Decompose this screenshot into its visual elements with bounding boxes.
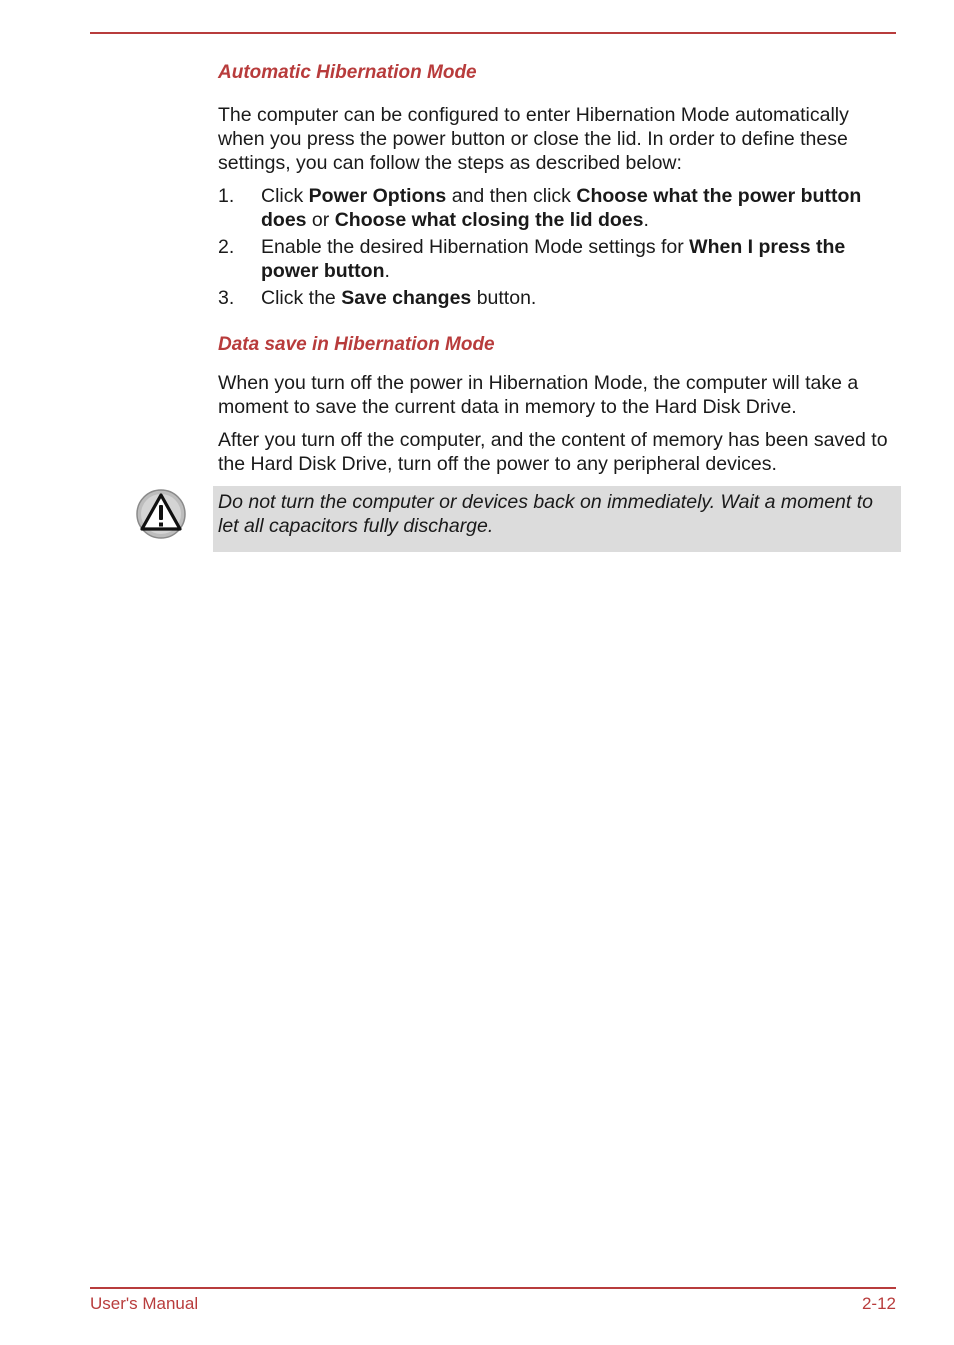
data-save-paragraph-2: After you turn off the computer, and the content of memory has been saved to the Hard Disk Drive, turn off the power to any peripheral devices. <box>218 429 888 475</box>
step-text-part: button. <box>471 287 537 309</box>
section-heading-automatic-hibernation: Automatic Hibernation Mode <box>218 62 477 83</box>
step-text <box>261 286 898 310</box>
header-rule <box>90 32 896 34</box>
list-item <box>218 286 898 310</box>
section-heading-data-save: Data save in Hibernation Mode <box>218 334 495 355</box>
step-number: 2. <box>218 236 235 258</box>
step-bold-closing-lid: Choose what closing the lid does <box>334 209 644 231</box>
step-text-part: . <box>643 209 649 231</box>
warning-triangle-icon <box>135 488 187 540</box>
step-text-part: Click the <box>261 287 342 309</box>
footer-page-number: 2-12 <box>861 1294 896 1313</box>
list-item <box>218 184 898 232</box>
step-text-part: and then click <box>446 185 577 207</box>
step-text-part: Enable the desired Hibernation Mode settings for <box>261 236 690 258</box>
step-bold-power-button: Choose what the power button does <box>261 185 862 231</box>
step-number: 1. <box>218 185 235 207</box>
caution-box <box>213 486 901 552</box>
caution-text: Do not turn the computer or devices back on immediately. Wait a moment to let all capacitors fully discharge. <box>218 491 873 537</box>
page-content <box>218 60 898 476</box>
steps-list <box>218 184 898 310</box>
step-text-part: . <box>384 260 390 282</box>
footer-manual-title: User's Manual <box>90 1294 199 1313</box>
step-text-part: or <box>306 209 335 231</box>
step-bold-save-changes: Save changes <box>341 287 472 309</box>
data-save-paragraph-1: When you turn off the power in Hibernation Mode, the computer will take a moment to save the current data in memory to the Hard Disk Drive. <box>218 372 859 418</box>
step-text <box>261 184 898 232</box>
list-item <box>218 235 898 283</box>
step-text-part: Click <box>261 185 309 207</box>
intro-paragraph: The computer can be configured to enter Hibernation Mode automatically when you press the power button or close the lid. In order to define these settings, you can follow the steps as described below: <box>218 104 849 174</box>
step-bold-when-press: When I press the power button <box>261 236 846 282</box>
step-text <box>261 235 898 283</box>
step-bold-power-options: Power Options <box>308 185 447 207</box>
step-number: 3. <box>218 287 235 309</box>
footer-rule <box>90 1287 896 1289</box>
